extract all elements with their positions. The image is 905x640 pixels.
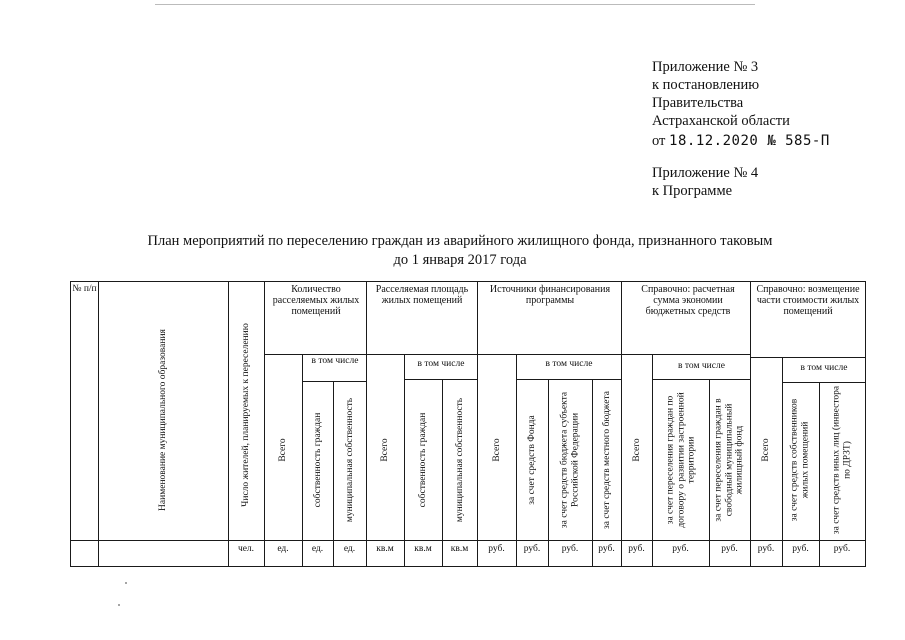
col-comp-total: Всего [760, 438, 771, 462]
scan-speck [118, 604, 120, 606]
unit-cell: руб. [672, 544, 689, 554]
unit-cell: кв.м [376, 544, 394, 554]
unit-cell: руб. [598, 544, 615, 554]
col-savings-free-fund: за счет переселения граждан в свободный муниципальный жилищный фонд [713, 398, 745, 522]
incl-funding: в том числе [545, 359, 593, 369]
annex-line-7: к Программе [652, 183, 733, 199]
unit-cell: руб. [488, 544, 505, 554]
col-funding-total: Всего [491, 438, 502, 462]
incl-savings: в том числе [678, 361, 725, 371]
group-area: Расселяемая площадь жилых помещений [375, 284, 469, 306]
table-border [71, 282, 866, 567]
annex-date-stamp: 18.12.2020 № 585-П [669, 133, 830, 149]
unit-cell: кв.м [450, 544, 469, 554]
col-area-total: Всего [379, 438, 390, 462]
col-funding-fund: за счет средств Фонда [526, 415, 537, 505]
group-funding: Источники финансирования программы [489, 284, 611, 306]
unit-cell: руб. [757, 544, 775, 554]
unit-cell: руб. [721, 544, 738, 554]
col-premises-citizens: собственность граждан [312, 412, 323, 508]
unit-cell: руб. [792, 544, 809, 554]
group-savings: Справочно: расчетная сумма экономии бюджетных средств [641, 284, 735, 317]
group-compensation: Справочно: возмещение части стоимости жилых помещений [756, 284, 860, 317]
unit-cell: ед. [277, 544, 289, 554]
col-area-citizens: собственность граждан [417, 412, 428, 508]
unit-cell: кв.м [414, 544, 432, 554]
annex-line-2: к постановлению [652, 77, 760, 93]
annex-line-4: Астраханской области [652, 113, 790, 129]
group-premises-count: Количество расселяемых жилых помещений [272, 284, 360, 317]
incl-compensation: в том числе [800, 363, 848, 373]
col-savings-total: Всего [631, 438, 642, 462]
annex-line-1: Приложение № 3 [652, 59, 759, 75]
col-funding-local: за счет средств местного бюджета [601, 391, 612, 529]
unit-cell: руб. [561, 544, 579, 554]
incl-premises: в том числе [311, 356, 359, 366]
scan-speck [125, 582, 127, 584]
unit-cell: ед. [343, 544, 356, 554]
incl-area: в том числе [417, 359, 465, 369]
unit-cell: руб. [628, 544, 645, 554]
title-line-2: до 1 января 2017 года [393, 252, 527, 268]
unit-cell: чел. [237, 544, 255, 554]
col-comp-owners: за счет средств собственников жилых помещений [789, 398, 810, 522]
unit-cell: ед. [311, 544, 324, 554]
unit-cell: руб. [833, 544, 851, 554]
title-line-1: План мероприятий по переселению граждан из аварийного жилищного фонда, признанного таковым [147, 233, 773, 249]
annex-date-prefix: от [652, 133, 666, 149]
unit-cell: руб. [523, 544, 541, 554]
col-funding-subject: за счет средств бюджета субъекта Российской Федерации [559, 391, 580, 529]
header-residents: Число жителей, планируемых к переселению [240, 323, 251, 507]
col-premises-total: Всего [277, 438, 288, 462]
annex-line-3: Правительства [652, 95, 744, 111]
col-premises-municipal: муниципальная собственность [344, 397, 355, 523]
annex-line-6: Приложение № 4 [652, 165, 759, 181]
header-municipality: Наименование муниципального образования [157, 329, 168, 511]
col-comp-other: за счет средств иных лиц (инвестора по ДРЗТ) [831, 385, 852, 535]
col-savings-dev-contract: за счет переселения граждан по договору о развитии застроенной территории [665, 392, 697, 528]
col-area-municipal: муниципальная собственность [454, 397, 465, 523]
header-number: № п/п [72, 284, 97, 294]
